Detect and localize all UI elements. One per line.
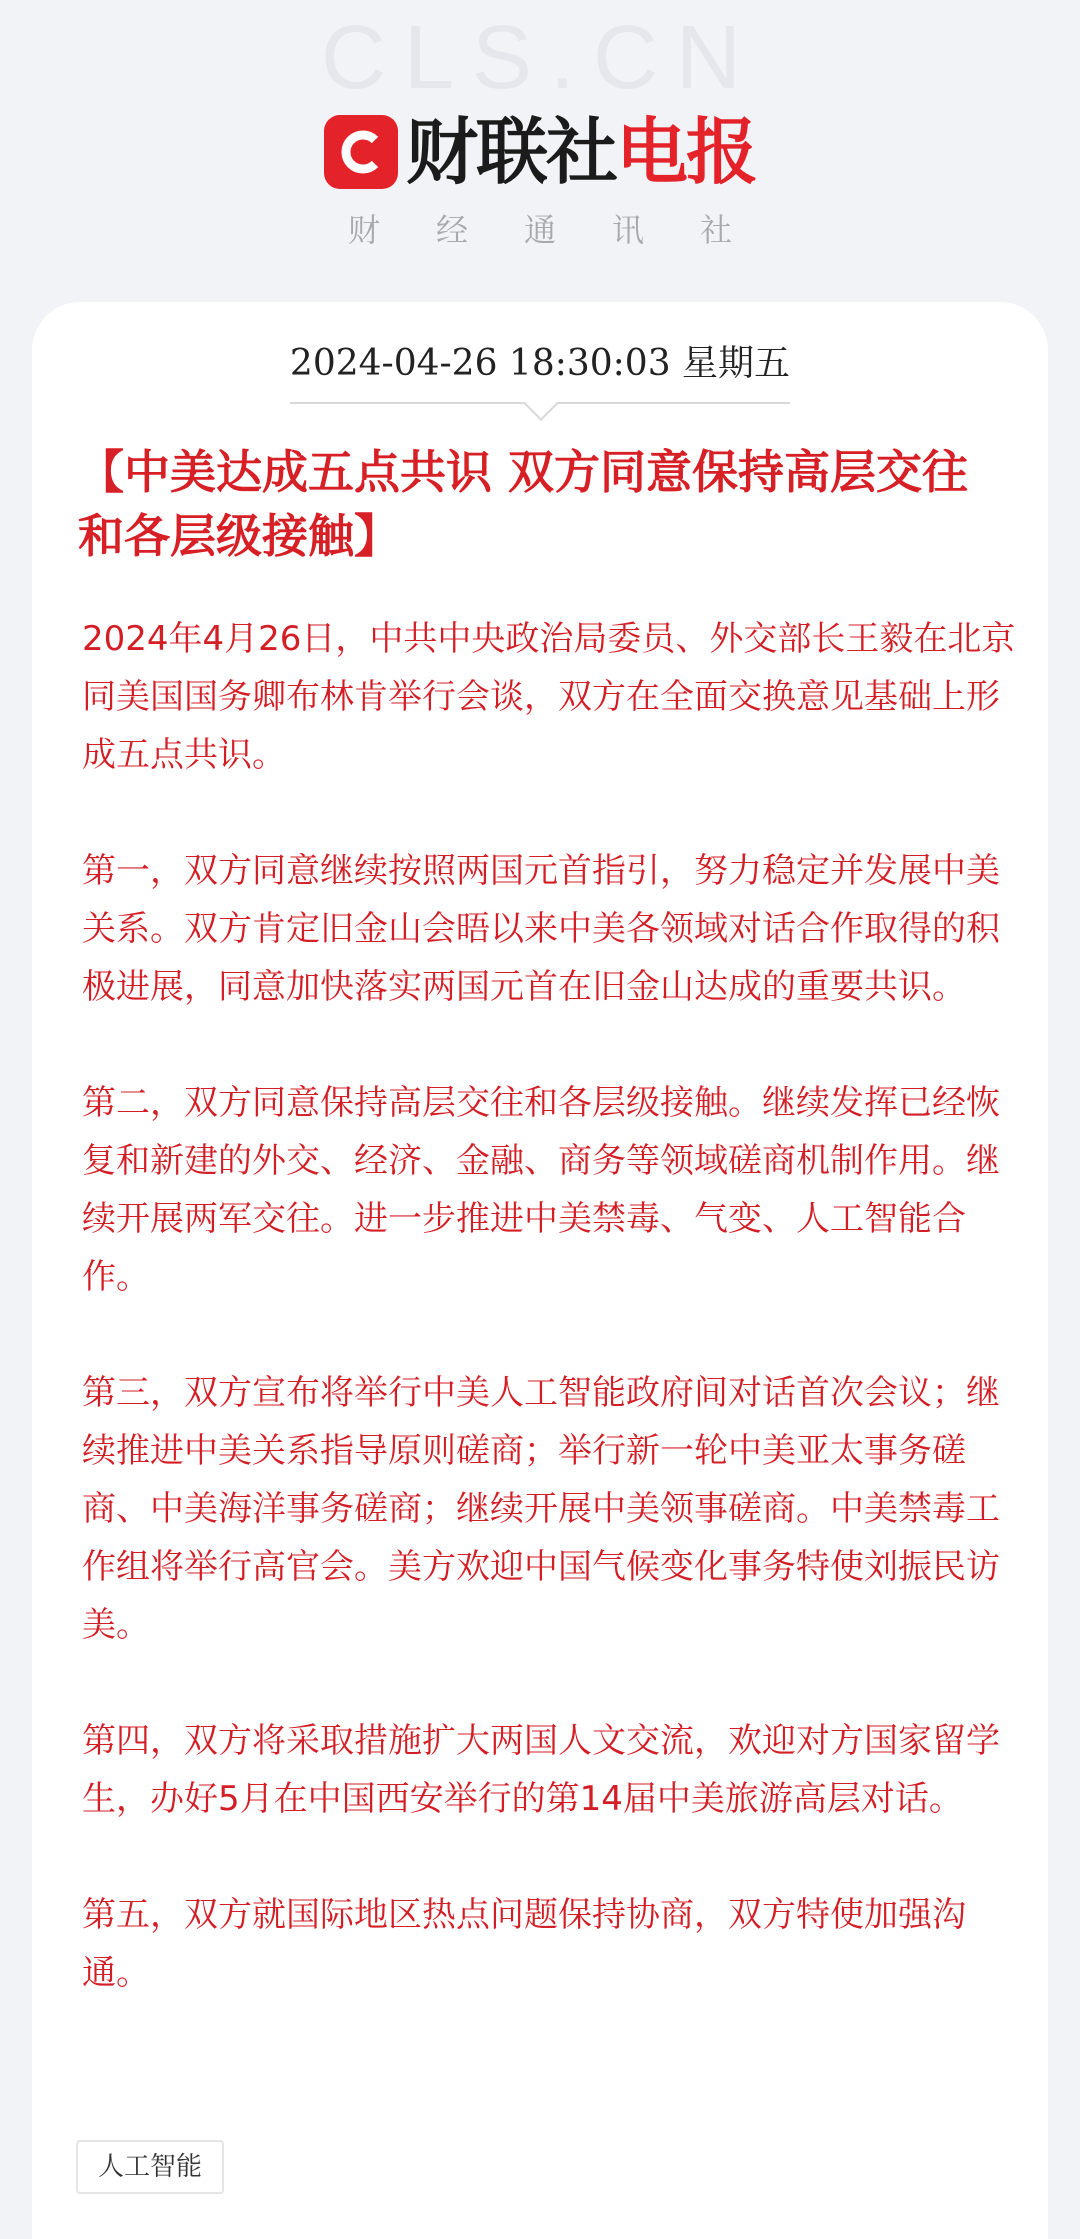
brand-name: 财联社 — [405, 110, 616, 194]
article-card — [32, 302, 1048, 2239]
brand-header — [0, 0, 1080, 300]
topic-tag[interactable]: 人工智能 — [76, 2140, 224, 2194]
date-row — [32, 340, 1048, 404]
brand-logo-row — [0, 112, 1080, 192]
paragraph-point-3: 第三，双方宣布将举行中美人工智能政府间对话首次会议；继续推进中美关系指导原则磋商；举行新一轮中美亚太事务磋商、中美海洋事务磋商；继续开展中美领事磋商。中美禁毒工作组将举行高官会。美方欢迎中国气候变化事务特使刘振民访美。 — [82, 1373, 1000, 1645]
date-notch — [524, 387, 558, 421]
brand-logo-icon — [324, 115, 398, 189]
brand-accent: 电报 — [616, 110, 757, 194]
article-datetime — [290, 340, 790, 404]
paragraph-point-2: 第二，双方同意保持高层交往和各层级接触。继续发挥已经恢复和新建的外交、经济、金融、商务等领域磋商机制作用。继续开展两军交往。进一步推进中美禁毒、气变、人工智能合作。 — [82, 1083, 1000, 1297]
article-title: 【中美达成五点共识 双方同意保持高层交往和各层级接触】 — [78, 445, 969, 563]
watermark-text: CLS.CN — [320, 8, 760, 108]
paragraph-intro: 2024年4月26日，中共中央政治局委员、外交部长王毅在北京同美国国务卿布林肯举行会谈，双方在全面交换意见基础上形成五点共识。 — [82, 619, 1016, 775]
paragraph-point-1: 第一，双方同意继续按照两国元首指引，努力稳定并发展中美关系。双方肯定旧金山会晤以来中美各领域对话合作取得的积极进展，同意加快落实两国元首在旧金山达成的重要共识。 — [82, 851, 1000, 1007]
article-datetime-text: 2024-04-26 18:30:03 星期五 — [289, 343, 791, 384]
article-body — [82, 610, 1022, 2060]
c-letter-icon — [335, 126, 387, 178]
paragraph-point-5: 第五，双方就国际地区热点问题保持协商，双方特使加强沟通。 — [82, 1895, 966, 1993]
paragraph-point-4: 第四，双方将采取措施扩大两国人文交流，欢迎对方国家留学生，办好5月在中国西安举行的第14届中美旅游高层对话。 — [82, 1721, 1000, 1819]
brand-tagline: 财经通讯社 — [347, 211, 788, 249]
